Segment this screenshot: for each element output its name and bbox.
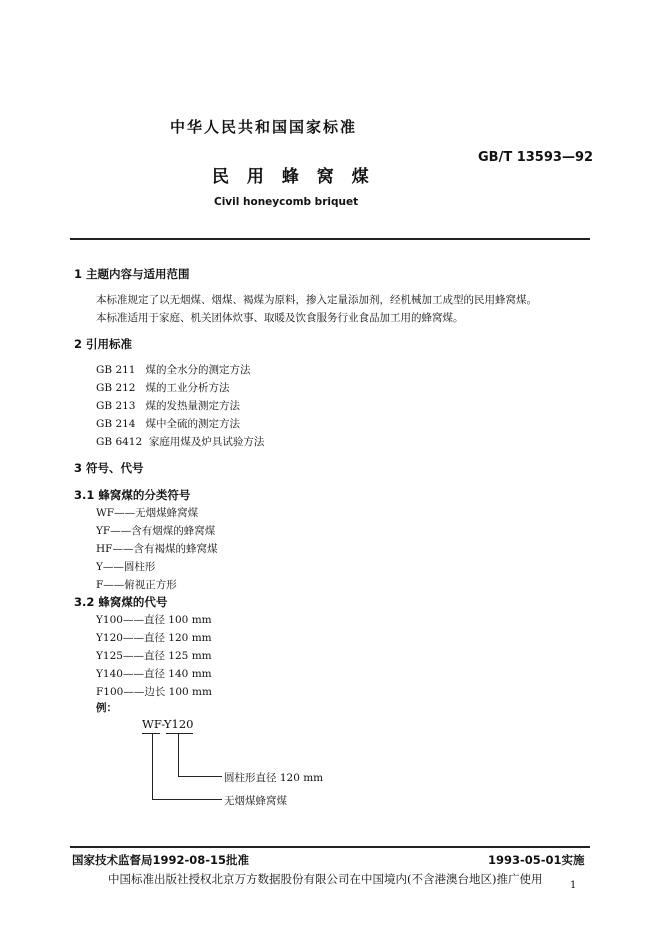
reference-code: GB 6412 (96, 436, 143, 448)
symbol-item: HF——含有褐煤的蜂窝煤 (96, 543, 218, 555)
leader-wf-horizontal (152, 799, 222, 800)
document-title-cn: 民 用 蜂 窝 煤 (212, 167, 375, 187)
reference-code: GB 213 (96, 400, 136, 412)
reference-title: 煤的全水分的测定方法 (145, 364, 251, 376)
symbol-item: F——俯视正方形 (96, 579, 177, 591)
reference-code: GB 214 (96, 418, 136, 430)
document-title-en: Civil honeycomb briquet (214, 196, 359, 208)
example-annotation-type: 无烟煤蜂窝煤 (224, 795, 287, 807)
symbol-item: WF——无烟煤蜂窝煤 (96, 507, 199, 519)
section-1-para-1: 本标准规定了以无烟煤、烟煤、褐煤为原料，掺入定量添加剂，经机械加工成型的民用蜂窝煤。 (96, 294, 537, 306)
code-item: Y125——直径 125 mm (96, 650, 212, 662)
section-3-1-heading: 3.1 蜂窝煤的分类符号 (74, 488, 191, 502)
standard-code: GB/T 13593—92 (478, 150, 594, 165)
code-item: F100——边长 100 mm (96, 686, 212, 698)
footer-divider (70, 846, 590, 848)
code-item: Y140——直径 140 mm (96, 668, 212, 680)
reference-item (96, 416, 240, 431)
nation-standard-label: 中华人民共和国国家标准 (170, 118, 358, 136)
reference-item (96, 362, 251, 377)
example-label: 例： (96, 702, 117, 714)
leader-y120-horizontal (178, 776, 222, 777)
reference-code: GB 212 (96, 382, 136, 394)
section-3-heading: 3 符号、代号 (74, 461, 144, 475)
reference-code: GB 211 (96, 364, 136, 376)
reference-title: 煤的工业分析方法 (145, 382, 230, 394)
reference-title: 煤的发热量测定方法 (145, 400, 240, 412)
reference-title: 煤中全硫的测定方法 (145, 418, 240, 430)
distribution-note: 中国标准出版社授权北京万方数据股份有限公司在中国境内(不含港澳台地区)推广使用 (108, 872, 543, 886)
example-code: WF-Y120 (142, 717, 194, 731)
reference-title: 家庭用煤及炉具试验方法 (148, 436, 265, 448)
code-item: Y100——直径 100 mm (96, 614, 212, 626)
leader-wf-vertical (152, 733, 153, 799)
page-number: 1 (570, 880, 577, 891)
leader-y120-vertical (178, 733, 179, 776)
symbol-item: Y——圆柱形 (96, 561, 156, 573)
section-3-2-heading: 3.2 蜂窝煤的代号 (74, 595, 168, 609)
underline-y120 (166, 733, 193, 734)
section-1-heading: 1 主题内容与适用范围 (74, 267, 190, 281)
code-item: Y120——直径 120 mm (96, 632, 212, 644)
reference-item (96, 434, 264, 449)
section-2-heading: 2 引用标准 (74, 337, 133, 351)
underline-wf (142, 733, 160, 734)
header-divider (70, 238, 590, 240)
reference-item (96, 380, 230, 395)
section-1-para-2: 本标准适用于家庭、机关团体炊事、取暖及饮食服务行业食品加工用的蜂窝煤。 (96, 312, 464, 324)
symbol-item: YF——含有烟煤的蜂窝煤 (96, 525, 216, 537)
implementation-date: 1993-05-01实施 (488, 853, 585, 867)
reference-item (96, 398, 240, 413)
approval-date: 国家技术监督局1992-08-15批准 (72, 853, 250, 867)
example-annotation-diameter: 圆柱形直径 120 mm (224, 772, 324, 784)
